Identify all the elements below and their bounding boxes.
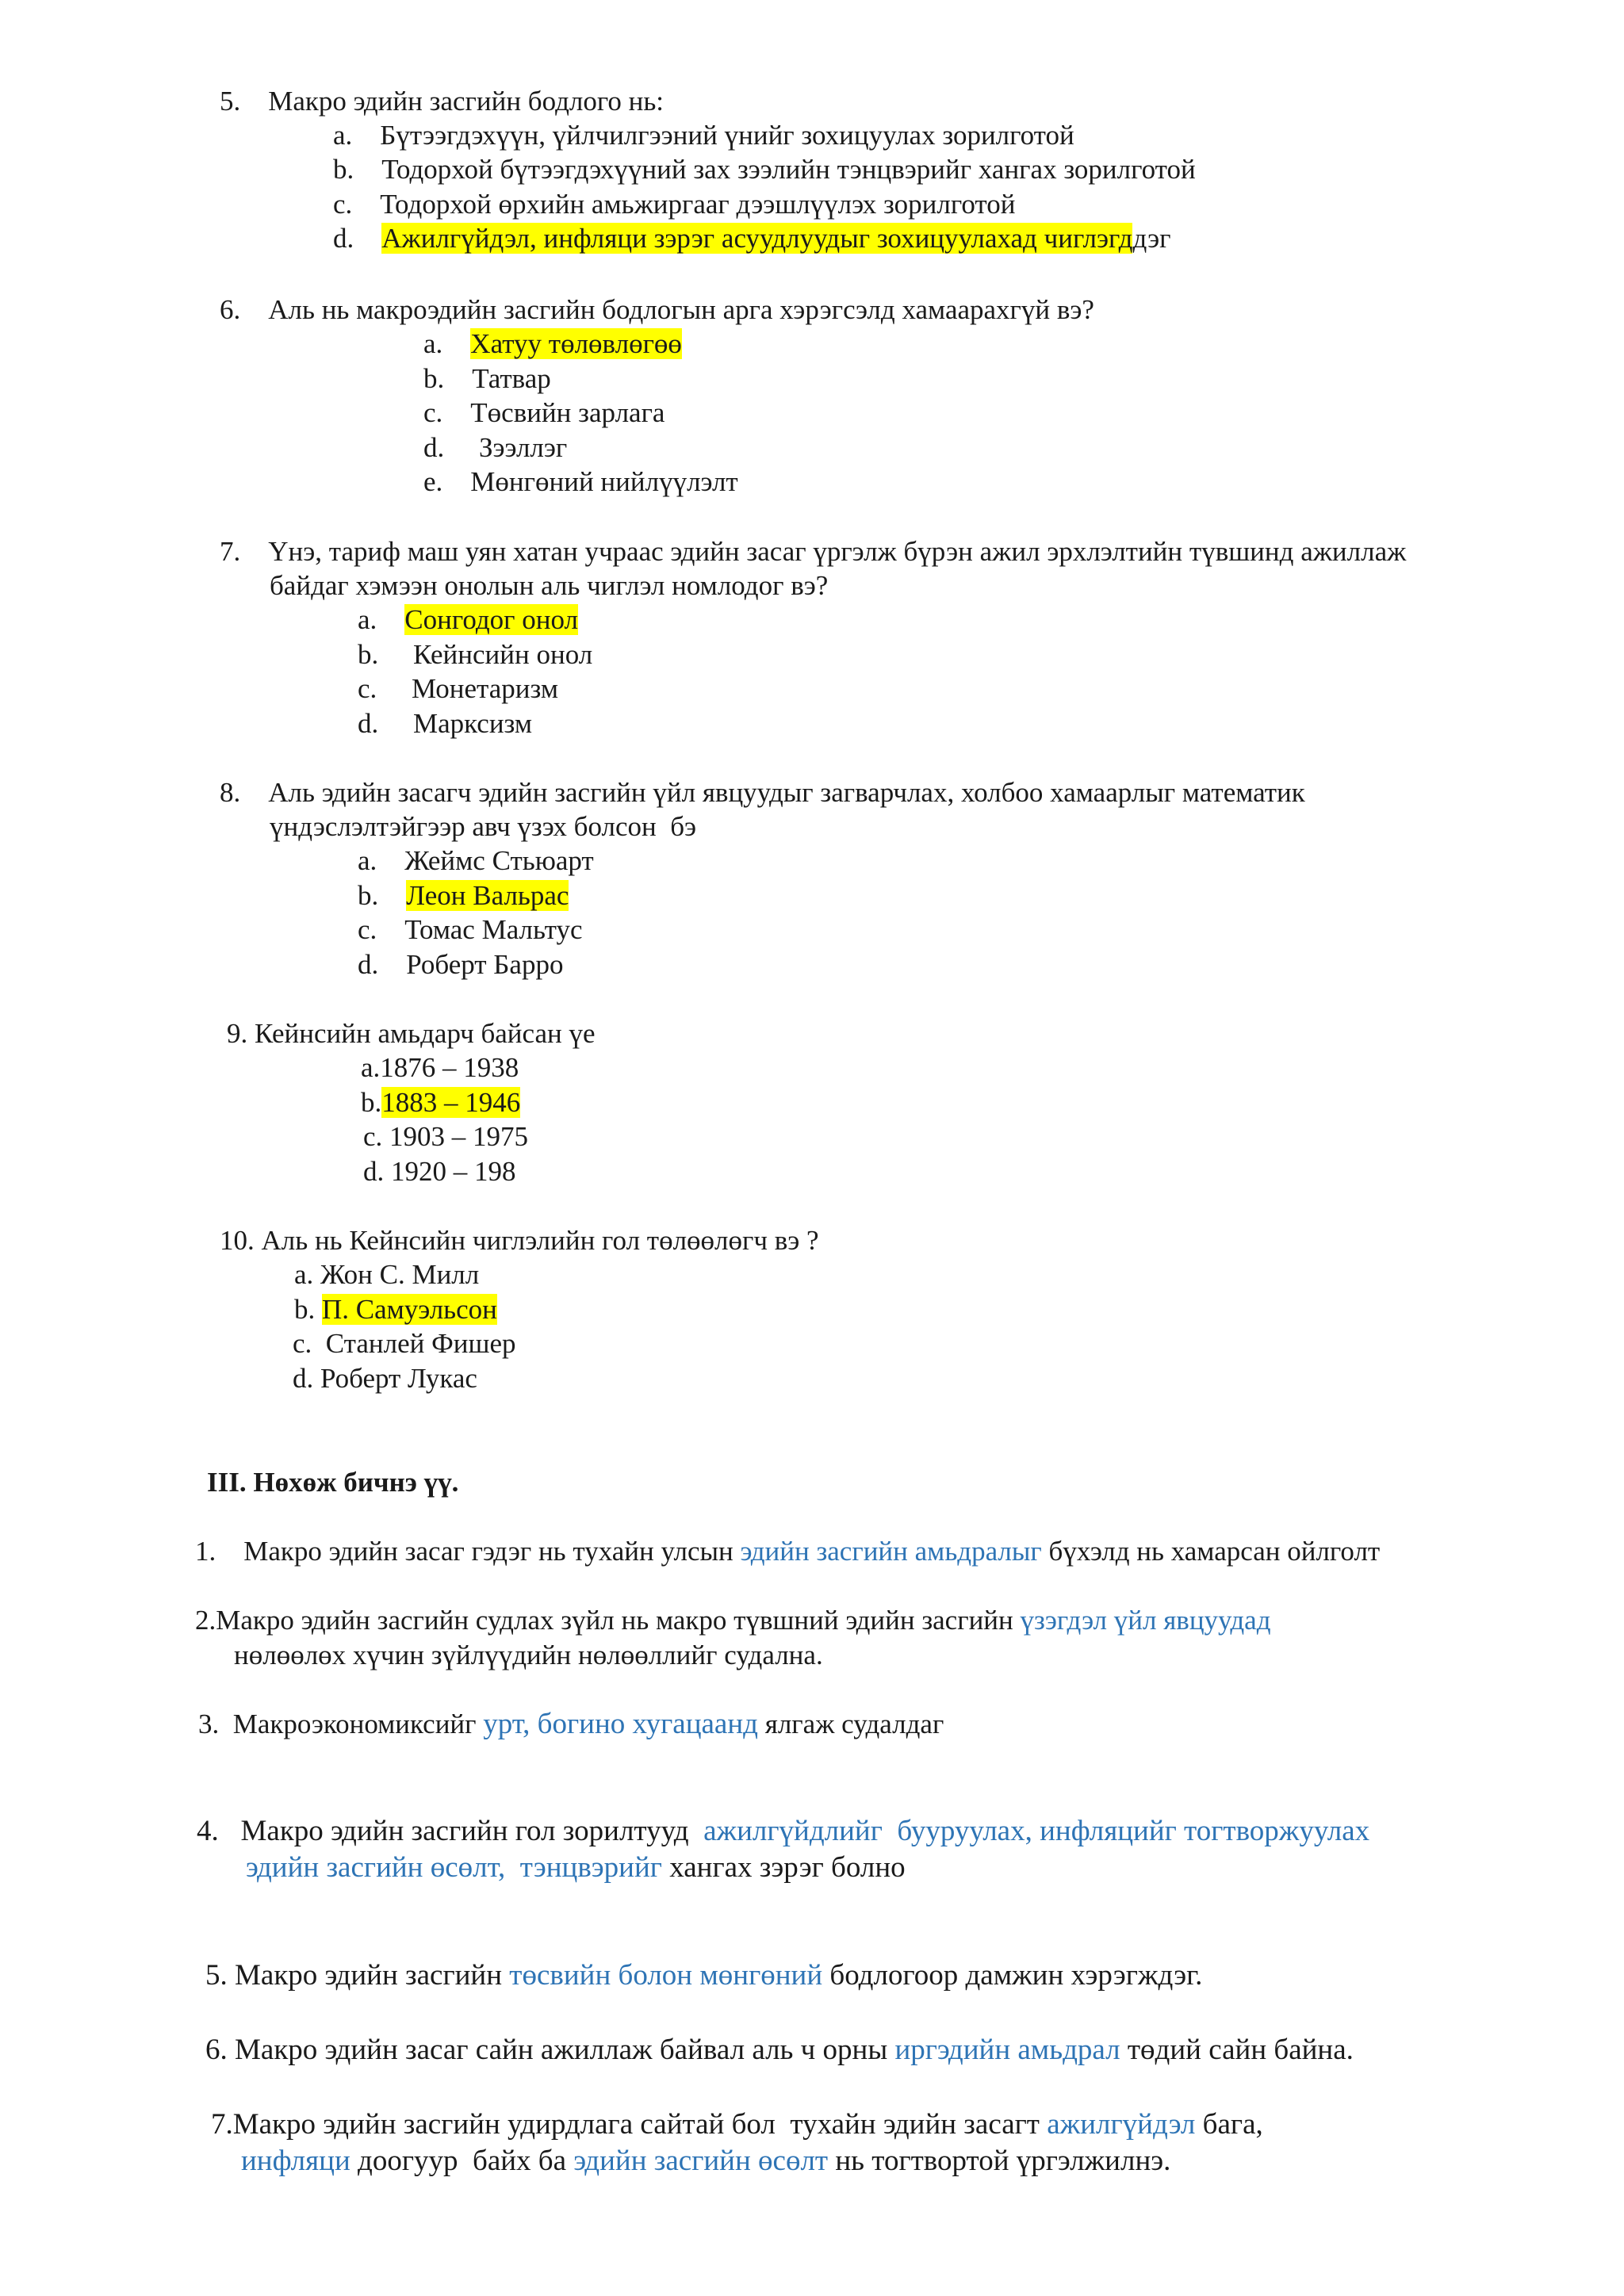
- fill-answer: иргэдийн амьдрал: [894, 2034, 1120, 2066]
- q10-option-a: a. Жон С. Милл: [294, 1259, 480, 1290]
- fill-answer: төсвийн болон мөнгөний: [509, 1959, 823, 1992]
- highlighted-answer: Леон Вальрас: [406, 880, 569, 911]
- fill-item-6: [205, 2033, 1354, 2068]
- fill-item-3: [198, 1707, 944, 1742]
- fill-item-4: [197, 1814, 1369, 1849]
- option-prefix: a.: [358, 604, 405, 635]
- highlighted-answer: Хатуу төлөвлөгөө: [470, 328, 682, 359]
- q6-option-e: e. Мөнгөний нийлүүлэлт: [423, 466, 738, 497]
- fill-item-1: [195, 1534, 1380, 1569]
- q6-question: 6. Аль нь макроэдийн засгийн бодлогын арга хэрэгсэлд хамаарахгүй вэ?: [220, 294, 1094, 325]
- q9-option-d: d. 1920 – 198: [363, 1156, 516, 1187]
- fill-item-5: [205, 1958, 1202, 1993]
- fill-answer: эдийн засгийн амьдралыг: [740, 1536, 1042, 1567]
- q7-option-a: [358, 603, 578, 637]
- fill-text: ялгаж судалдаг: [757, 1709, 944, 1739]
- q7-question-line1: 7. Үнэ, тариф маш уян хатан учраас эдийн засаг үргэлж бүрэн ажил эрхлэлтийн түвшинд ажиллаж: [220, 536, 1407, 567]
- q8-option-d: d. Роберт Барро: [358, 949, 564, 980]
- fill-answer: урт, богино хугацаанд: [483, 1708, 758, 1740]
- fill-text: нь тогтвортой үргэлжилнэ.: [828, 2145, 1171, 2177]
- fill-text: 3. Макроэкономиксийг: [198, 1709, 484, 1739]
- q5-option-a: a. Бүтээгдэхүүн, үйлчилгээний үнийг зохицуулах зорилготой: [333, 120, 1074, 151]
- q8-option-a: a. Жеймс Стьюарт: [358, 845, 594, 876]
- fill-text: 6. Макро эдийн засаг сайн ажиллаж байвал аль ч орны: [205, 2034, 895, 2066]
- q8-question-line2: үндэслэлтэйгээр авч үзэх болсон бэ: [270, 811, 697, 842]
- fill-text: бүхэлд нь хамарсан ойлголт: [1041, 1536, 1381, 1567]
- fill-answer: үзэгдэл үйл явцуудад: [1020, 1605, 1271, 1636]
- fill-answer: ажилгүйдэл: [1047, 2108, 1196, 2141]
- fill-text: доогуур байх ба: [350, 2145, 574, 2177]
- q6-option-c: c. Төсвийн зарлага: [423, 397, 665, 428]
- q7-option-d: d. Марксизм: [358, 708, 533, 739]
- option-prefix: b.: [361, 1087, 382, 1118]
- fill-text: төдий сайн байна.: [1120, 2034, 1354, 2066]
- fill-text: 1. Макро эдийн засаг гэдэг нь тухайн улсын: [195, 1536, 741, 1567]
- fill-answer: ажилгүйдлийг бууруулах, инфляцийг тогтворжуулах: [703, 1815, 1370, 1847]
- q6-option-d: d. Зээллэг: [423, 432, 568, 463]
- fill-text: 7.Макро эдийн засгийн удирдлага сайтай бол тухайн эдийн засагт: [211, 2108, 1048, 2141]
- q7-option-c: c. Монетаризм: [358, 673, 559, 704]
- option-prefix: b.: [358, 880, 407, 911]
- fill-answer: инфляци: [241, 2145, 350, 2177]
- option-prefix: d.: [333, 223, 382, 254]
- q10-option-c: c. Станлей Фишер: [293, 1328, 516, 1359]
- fill-text: 4. Макро эдийн засгийн гол зорилтууд: [197, 1815, 704, 1847]
- fill-item-2-line2: нөлөөлөх хүчин зүйлүүдийн нөлөөллийг судална.: [234, 1640, 823, 1670]
- q8-question-line1: 8. Аль эдийн засагч эдийн засгийн үйл явцуудыг загварчлах, холбоо хамаарлыг математик: [220, 777, 1305, 808]
- option-prefix: a.: [423, 328, 471, 359]
- q5-option-c: c. Тодорхой өрхийн амьжиргааг дээшлүүлэх зорилготой: [333, 189, 1016, 220]
- q5-option-b: b. Тодорхой бүтээгдэхүүний зах зээлийн тэнцвэрийг хангах зорилготой: [333, 154, 1196, 185]
- q6-option-a: [423, 327, 682, 362]
- option-prefix: b.: [294, 1294, 322, 1325]
- fill-answer: эдийн засгийн өсөлт: [573, 2145, 829, 2177]
- q10-question: 10. Аль нь Кейнсийн чиглэлийн гол төлөөлөгч вэ ?: [220, 1225, 819, 1256]
- fill-text: 5. Макро эдийн засгийн: [205, 1959, 510, 1992]
- q9-question: 9. Кейнсийн амьдарч байсан үе: [227, 1018, 596, 1049]
- q8-option-c: c. Томас Мальтус: [358, 914, 583, 945]
- q7-option-b: b. Кейнсийн онол: [358, 639, 593, 670]
- highlighted-answer: П. Самуэльсон: [322, 1294, 497, 1325]
- fill-item-7-line2: [241, 2144, 1170, 2179]
- section-heading: III. Нөхөж бичнэ үү.: [207, 1467, 459, 1498]
- q5-option-d: [333, 221, 1171, 256]
- option-rest: дэг: [1132, 223, 1171, 254]
- q5-question: 5. Макро эдийн засгийн бодлого нь:: [220, 86, 665, 117]
- highlighted-answer: Ажилгүйдэл, инфляци зэрэг асуудлуудыг зохицуулахад чиглэгд: [381, 223, 1133, 254]
- q10-option-b: [294, 1292, 497, 1327]
- fill-text: бодлогоор дамжин хэрэгждэг.: [822, 1959, 1203, 1992]
- q10-option-d: d. Роберт Лукас: [293, 1363, 477, 1394]
- q6-option-b: b. Татвар: [423, 363, 551, 394]
- highlighted-answer: 1883 – 1946: [381, 1087, 521, 1118]
- q9-option-c: c. 1903 – 1975: [363, 1121, 529, 1152]
- q9-option-b: [361, 1085, 520, 1120]
- fill-answer: эдийн засгийн өсөлт, тэнцвэрийг: [246, 1851, 662, 1884]
- fill-text: бага,: [1195, 2108, 1263, 2141]
- q8-option-b: [358, 878, 569, 913]
- fill-item-7: [211, 2107, 1263, 2142]
- fill-item-2: [195, 1603, 1271, 1638]
- fill-text: 2.Макро эдийн засгийн судлах зүйл нь макро түвшний эдийн засгийн: [195, 1605, 1021, 1636]
- fill-text: хангах зэрэг болно: [661, 1851, 906, 1884]
- fill-item-4-line2: [246, 1850, 906, 1885]
- highlighted-answer: Сонгодог онол: [404, 604, 578, 635]
- q7-question-line2: байдаг хэмээн онолын аль чиглэл номлодог вэ?: [270, 570, 829, 601]
- q9-option-a: a.1876 – 1938: [361, 1052, 519, 1083]
